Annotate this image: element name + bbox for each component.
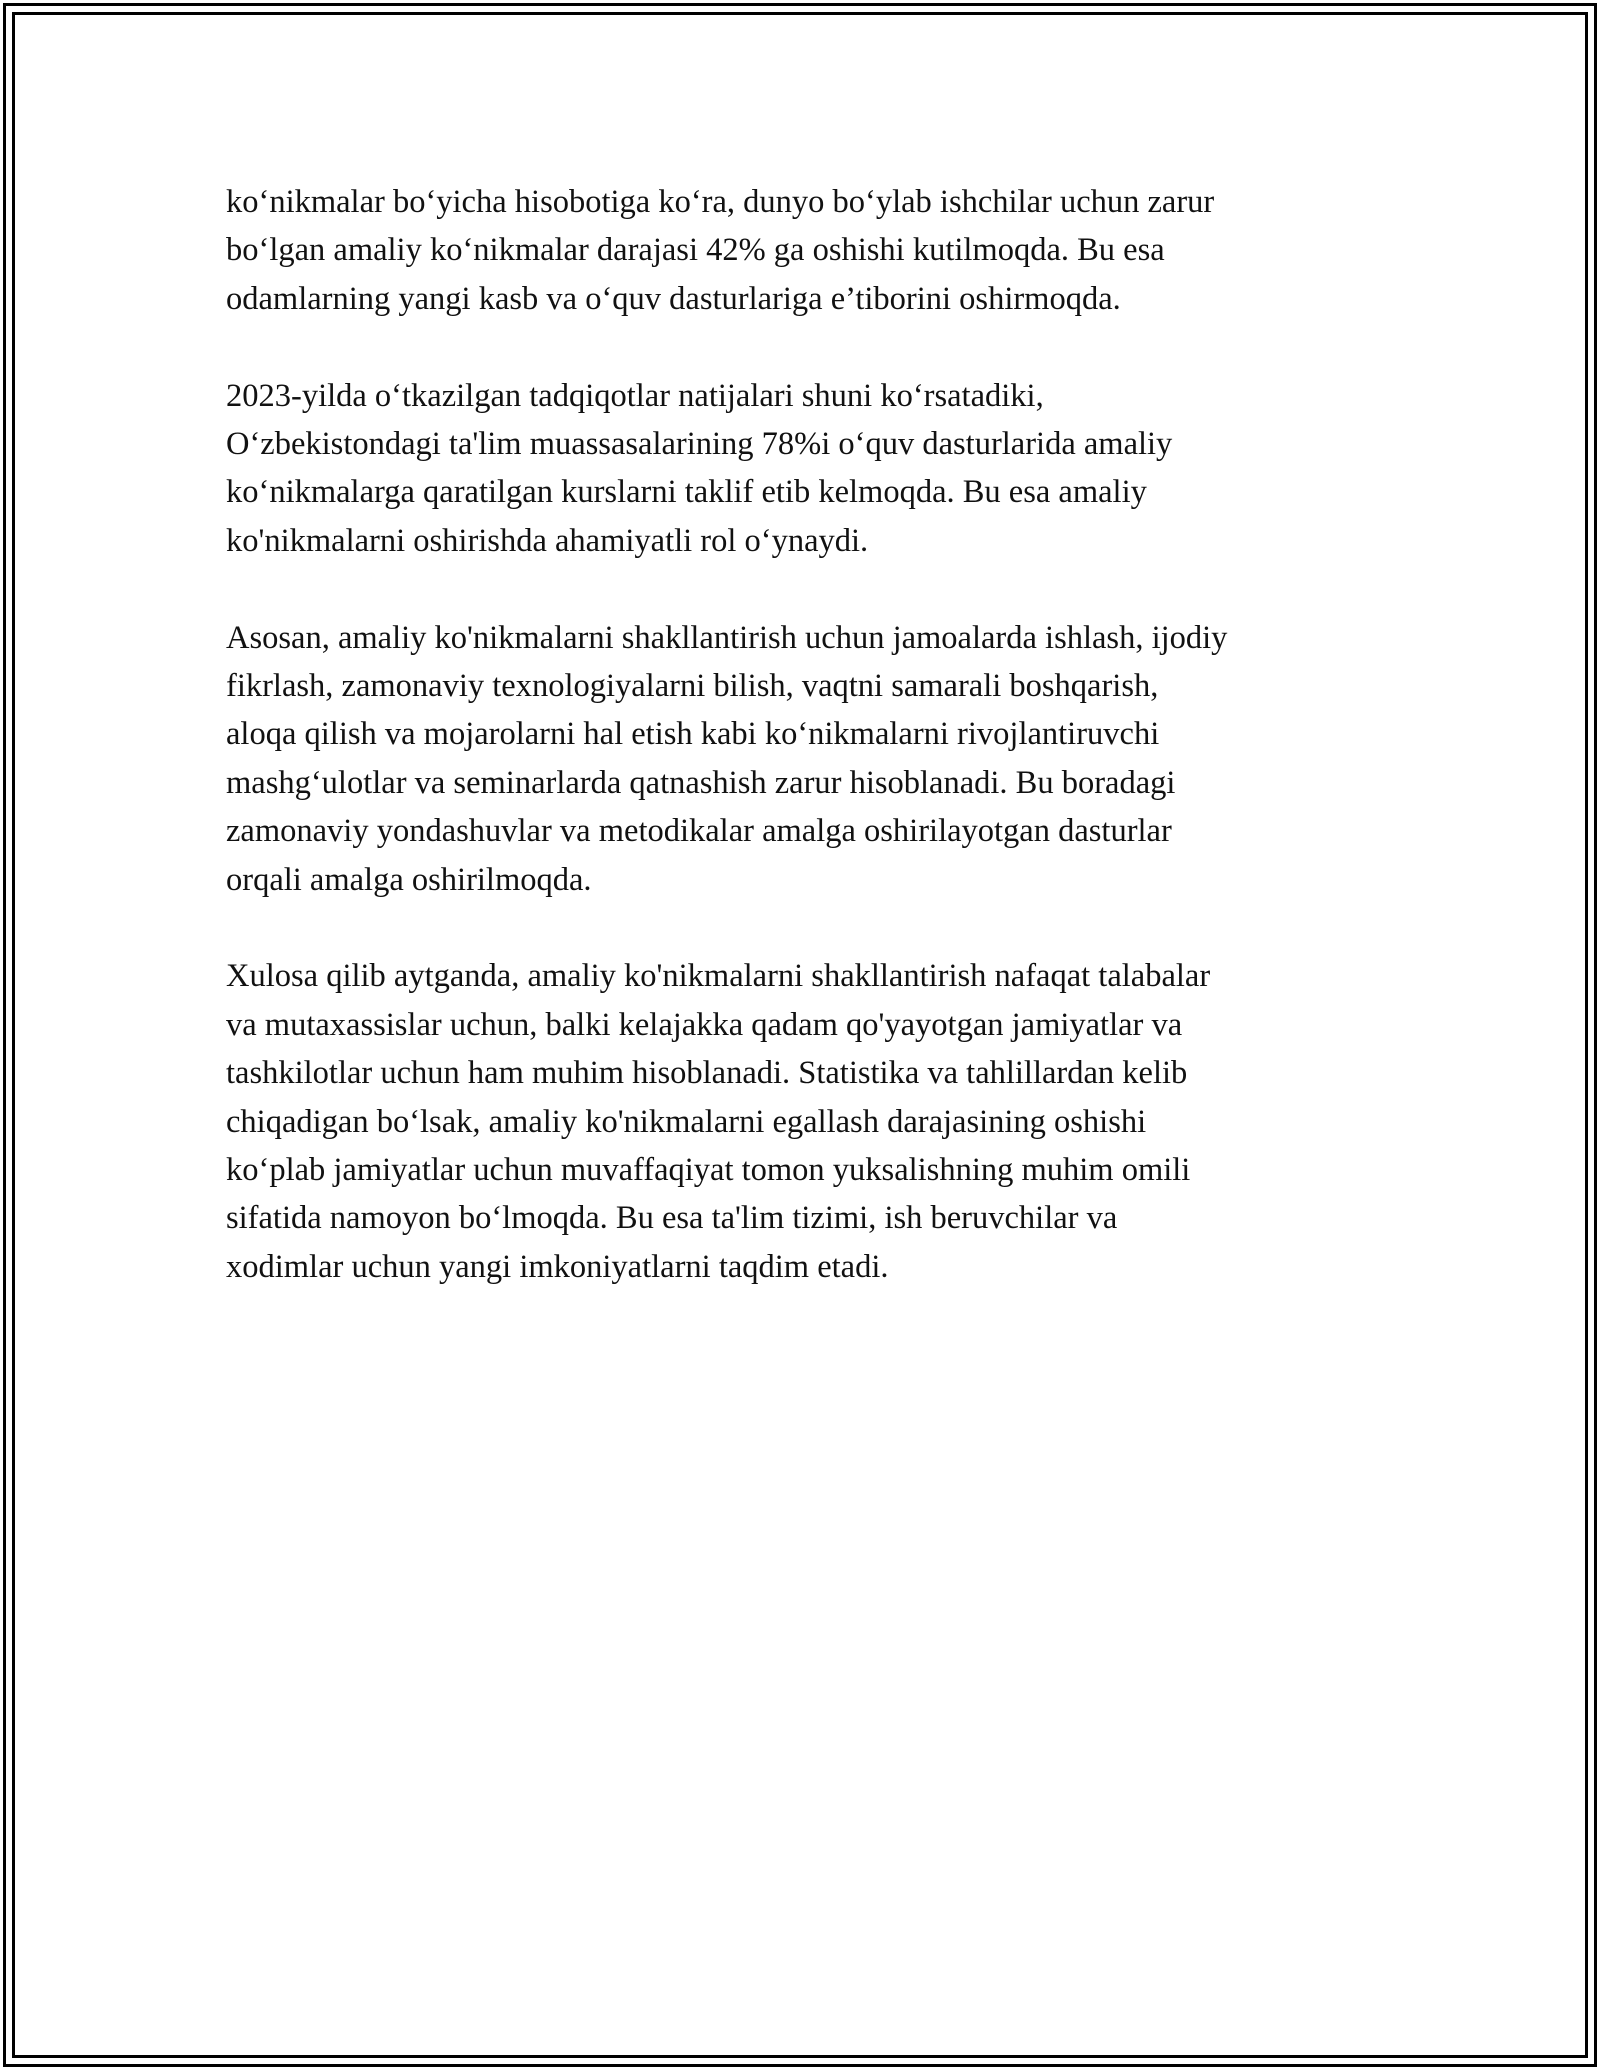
paragraph-2023-research: 2023-yilda o‘tkazilgan tadqiqotlar natijalari shuni ko‘rsatadiki, O‘zbekistondagi ta'lim muassasalarining 78%i o‘quv dasturlarida amaliy ko‘nikmalarga qaratilgan kurslarni taklif etib kelmoqda. Bu esa amaliy ko'nikmalarni oshirishda ahamiyatli rol o‘ynaydi. bbox=[226, 377, 1173, 559]
paragraph-skill-development: Asosan, amaliy ko'nikmalarni shakllantirish uchun jamoalarda ishlash, ijodiy fikrlash, zamonaviy texnologiyalarni bilish, vaqtni samarali boshqarish, aloqa qilish va mojarolarni hal etish kabi ko‘nikmalarni rivojlantiruvchi mashg‘ulotlar va seminarlarda qatnashish zarur hisoblanadi. Bu boradagi zamonaviy yondashuvlar va metodikalar amalga oshirilayotgan dasturlar orqali amalga oshirilmoqda. bbox=[226, 619, 1228, 898]
paragraph-skills-report: ko‘nikmalar bo‘yicha hisobotiga ko‘ra, dunyo bo‘ylab ishchilar uchun zarur bo‘lgan amaliy ko‘nikmalar darajasi 42% ga oshishi kutilmoqda. Bu esa odamlarning yangi kasb va o‘quv dasturlariga e’tiborini oshirmoqda. bbox=[226, 184, 1215, 317]
document-body bbox=[226, 178, 1386, 1291]
paragraph-conclusion: Xulosa qilib aytganda, amaliy ko'nikmalarni shakllantirish nafaqat talabalar va mutaxassislar uchun, balki kelajakka qadam qo'yayotgan jamiyatlar va tashkilotlar uchun ham muhim hisoblanadi. Statistika va tahlillardan kelib chiqadigan bo‘lsak, amaliy ko'nikmalarni egallash darajasining oshishi ko‘plab jamiyatlar uchun muvaffaqiyat tomon yuksalishning muhim omili sifatida namoyon bo‘lmoqda. Bu esa ta'lim tizimi, ish beruvchilar va xodimlar uchun yangi imkoniyatlarni taqdim etadi. bbox=[226, 958, 1211, 1285]
